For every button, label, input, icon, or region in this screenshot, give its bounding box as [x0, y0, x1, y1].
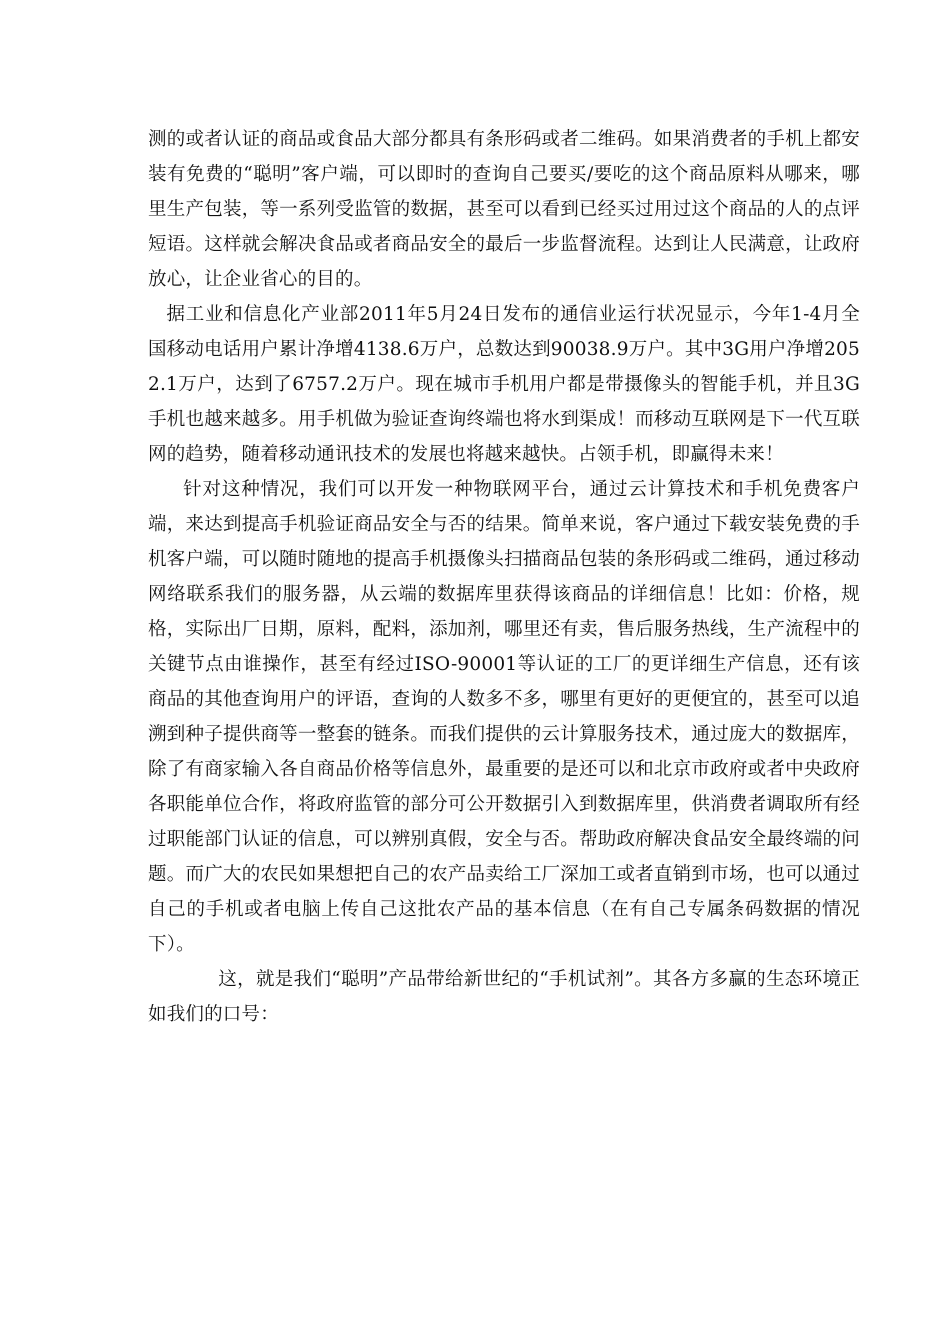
paragraph-2: 据工业和信息化产业部2011年5月24日发布的通信业运行状况显示，今年1-4月全国移动电话用户累计净增4138.6万户，总数达到90038.9万户。其中3G用户净增2052.1万户，达到了6757.2万户。现在城市手机用户都是带摄像头的智能手机，并且3G手机也越来越多。用手机做为验证查询终端也将水到渠成！而移动互联网是下一代互联网的趋势，随着移动通讯技术的发展也将越来越快。占领手机，即赢得未来！ [148, 304, 860, 465]
paragraph-3: 针对这种情况，我们可以开发一种物联网平台，通过云计算技术和手机免费客户端，来达到提高手机验证商品安全与否的结果。简单来说，客户通过下载安装免费的手机客户端，可以随时随地的提高手机摄像头扫描商品包装的条形码或二维码，通过移动网络联系我们的服务器，从云端的数据库里获得该商品的详细信息！比如：价格，规格，实际出厂日期，原料，配料，添加剂，哪里还有卖，售后服务热线，生产流程中的关键节点由谁操作，甚至有经过ISO-90001等认证的工厂的更详细生产信息，还有该商品的其他查询用户的评语，查询的人数多不多，哪里有更好的更便宜的，甚至可以追溯到种子提供商等一整套的链条。而我们提供的云计算服务技术，通过庞大的数据库，除了有商家输入各自商品价格等信息外，最重要的是还可以和北京市政府或者中央政府各职能单位合作，将政府监管的部分可公开数据引入到数据库里，供消费者调取所有经过职能部门认证的信息，可以辨别真假，安全与否。帮助政府解决食品安全最终端的问题。而广大的农民如果想把自己的农产品卖给工厂深加工或者直销到市场，也可以通过自己的手机或者电脑上传自己这批农产品的基本信息（在有自己专属条码数据的情况下）。 [148, 479, 860, 955]
document-body [148, 122, 860, 1032]
paragraph-1: 测的或者认证的商品或食品大部分都具有条形码或者二维码。如果消费者的手机上都安装有免费的“聪明”客户端，可以即时的查询自己要买/要吃的这个商品原料从哪来，哪里生产包装，等一系列受监管的数据，甚至可以看到已经买过用过这个商品的人的点评短语。这样就会解决食品或者商品安全的最后一步监督流程。达到让人民满意，让政府放心，让企业省心的目的。 [148, 129, 860, 290]
paragraph-4: 这，就是我们“聪明”产品带给新世纪的“手机试剂”。其各方多赢的生态环境正如我们的口号： [148, 969, 860, 1025]
